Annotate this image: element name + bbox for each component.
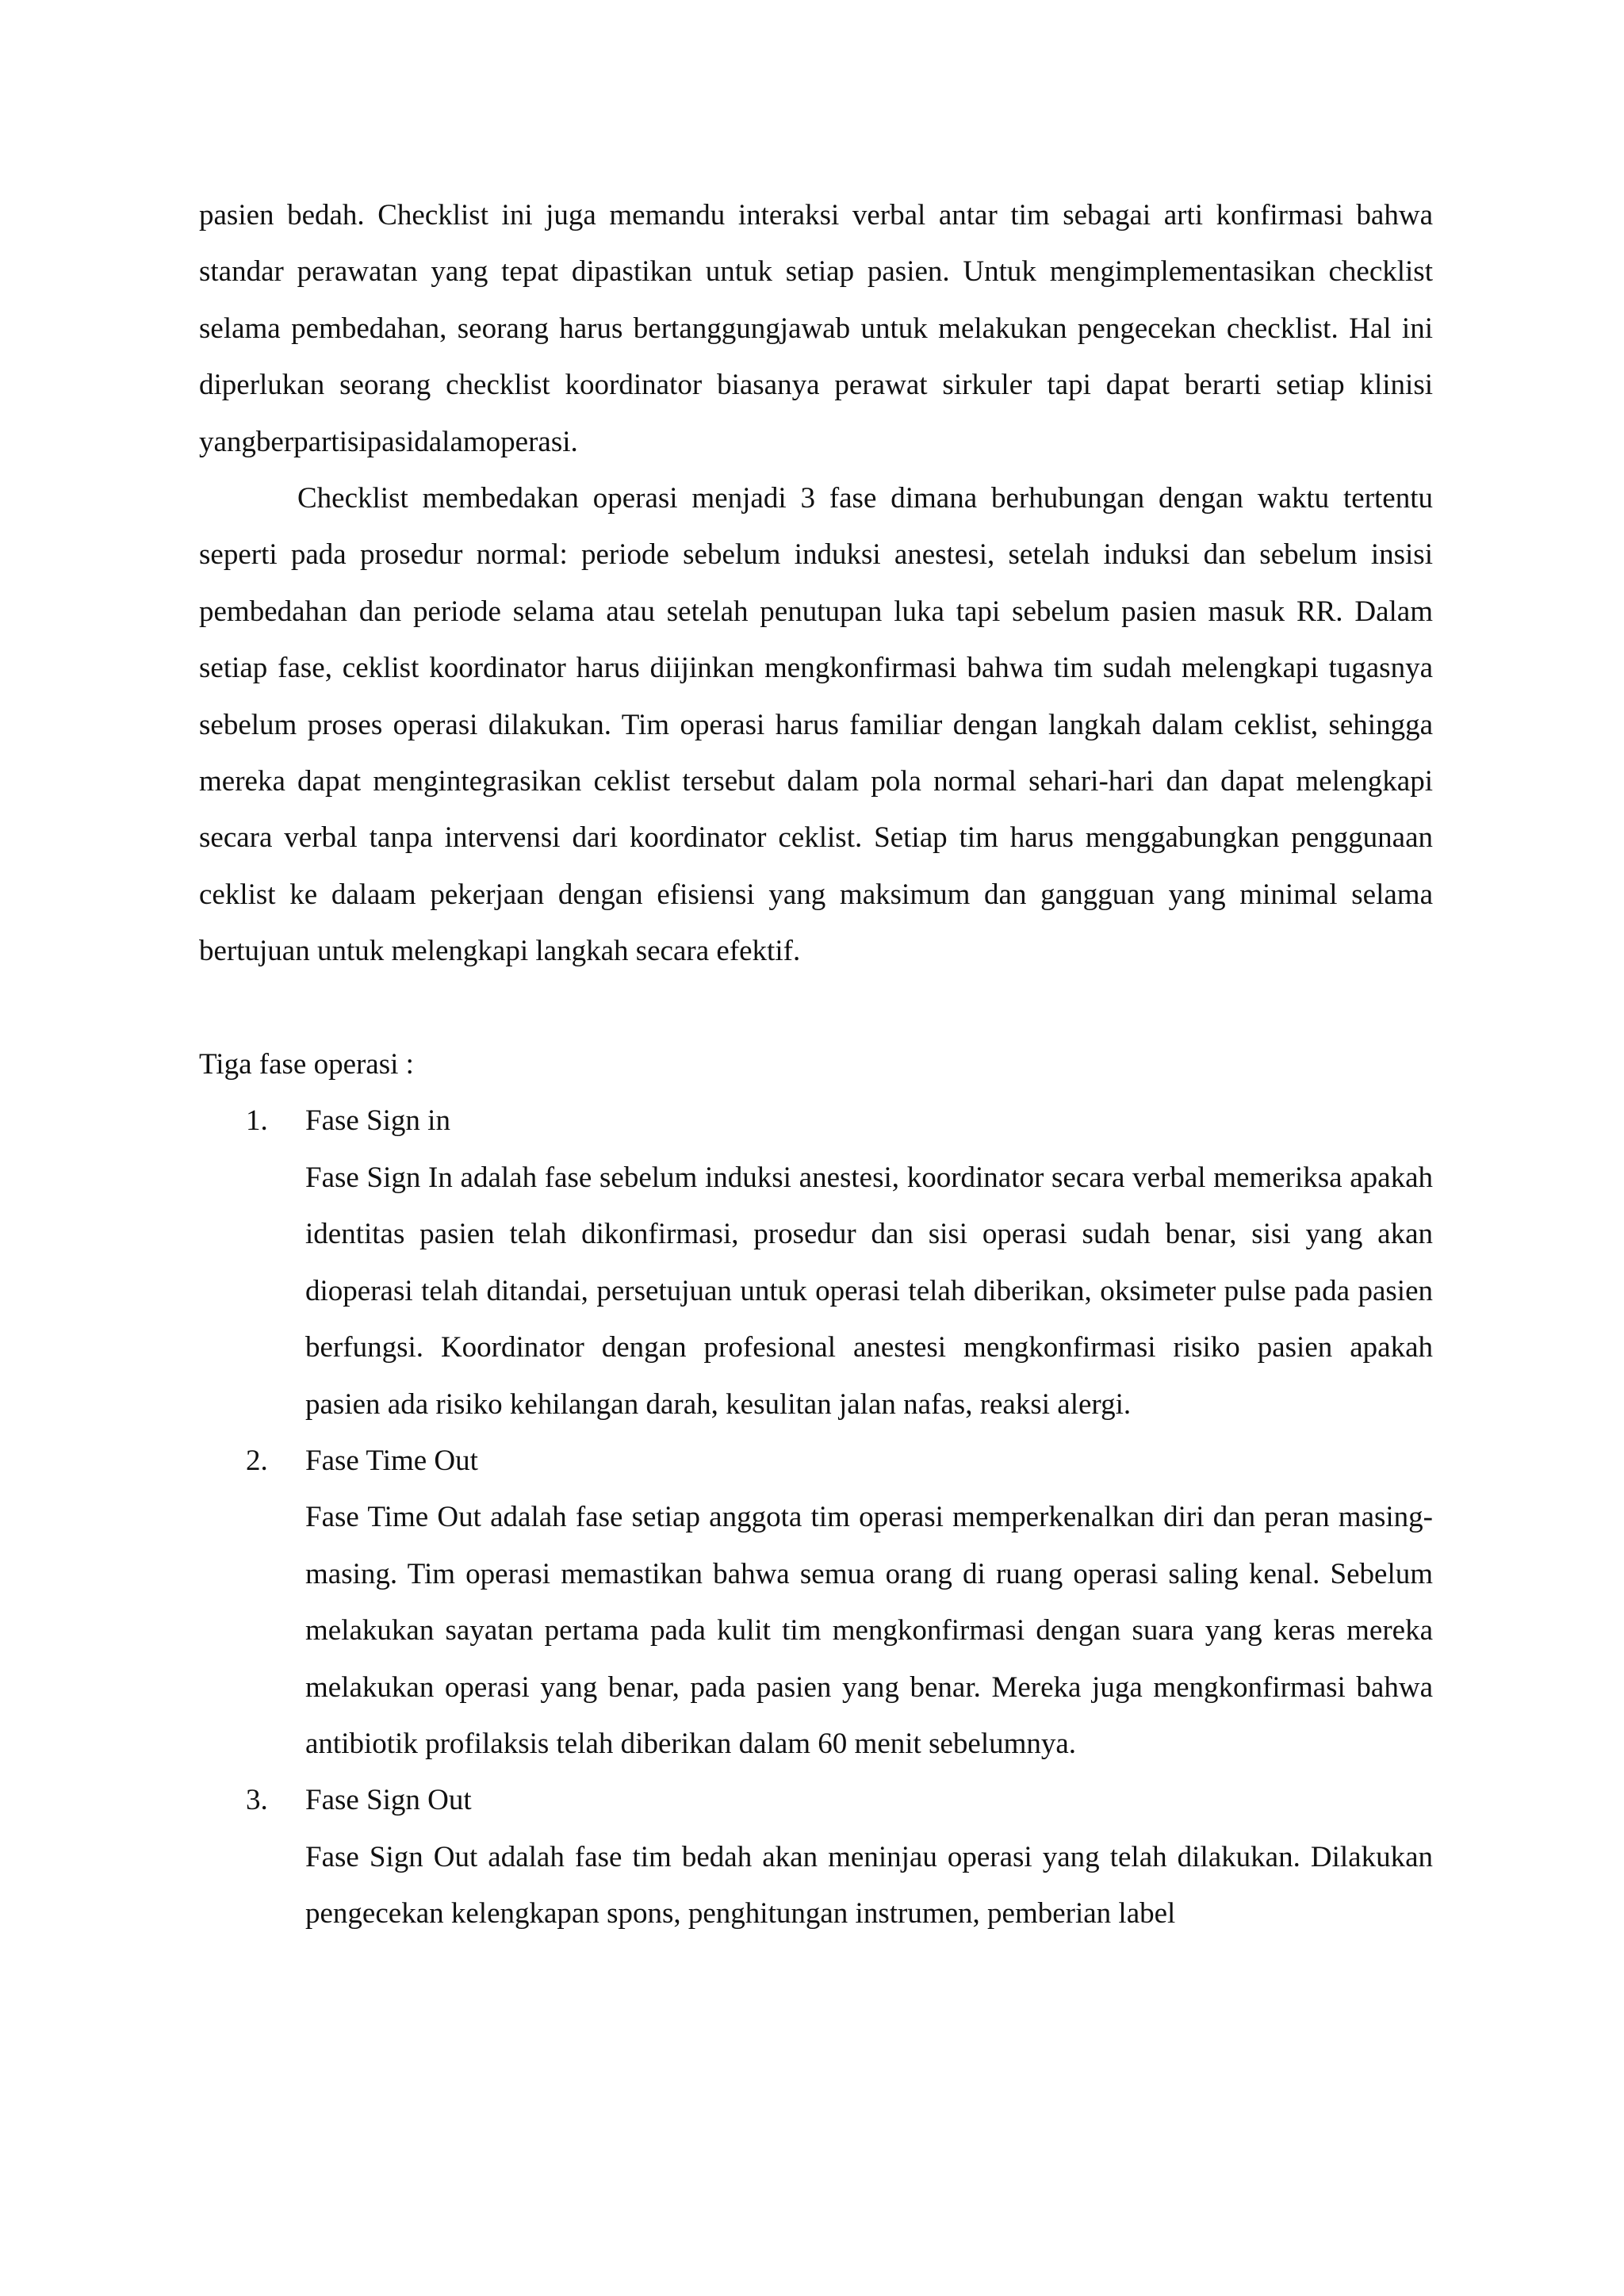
phase-description: Fase Sign Out adalah fase tim bedah akan meninjau operasi yang telah dilakukan. Dilakukan pengecekan kelengkapan spons, penghitungan instrumen, pemberian label bbox=[305, 1840, 1433, 1931]
phase-title: Fase Sign in bbox=[305, 1104, 450, 1138]
list-heading: Tiga fase operasi : bbox=[199, 1048, 414, 1081]
phase-title: Fase Sign Out bbox=[305, 1784, 472, 1817]
phase-item-time-out bbox=[199, 1433, 1433, 1772]
phase-number: 2. bbox=[246, 1444, 268, 1477]
phase-number: 1. bbox=[246, 1104, 268, 1138]
phase-item-sign-out bbox=[199, 1772, 1433, 1942]
document-body bbox=[199, 187, 1433, 1942]
phase-description: Fase Time Out adalah fase setiap anggota tim operasi memperkenalkan diri dan peran masing-masing. Tim operasi memastikan bahwa semua orang di ruang operasi saling kenal. Sebelum melakukan sayatan pertama pada kulit tim mengkonfirmasi dengan suara yang keras mereka melakukan operasi yang benar, pada pasien yang benar. Mereka juga mengkonfirmasi bahwa antibiotik profilaksis telah diberikan dalam 60 menit sebelumnya. bbox=[305, 1501, 1433, 1760]
phase-title: Fase Time Out bbox=[305, 1444, 478, 1477]
paragraph-gap bbox=[199, 980, 1433, 1036]
paragraph-checklist-phases: Checklist membedakan operasi menjadi 3 fase dimana berhubungan dengan waktu tertentu seperti pada prosedur normal: periode sebelum induksi anestesi, setelah induksi dan sebelum insisi pembedahan dan periode selama atau setelah penutupan luka tapi sebelum pasien masuk RR. Dalam setiap fase, ceklist koordinator harus diijinkan mengkonfirmasi bahwa tim sudah melengkapi tugasnya sebelum proses operasi dilakukan. Tim operasi harus familiar dengan langkah dalam ceklist, sehingga mereka dapat mengintegrasikan ceklist tersebut dalam pola normal sehari-hari dan dapat melengkapi secara verbal tanpa intervensi dari koordinator ceklist. Setiap tim harus menggabungkan penggunaan ceklist ke dalaam pekerjaan dengan efisiensi yang maksimum dan gangguan yang minimal selama bertujuan untuk melengkapi langkah secara efektif. bbox=[199, 482, 1433, 968]
phase-description: Fase Sign In adalah fase sebelum induksi anestesi, koordinator secara verbal memeriksa apakah identitas pasien telah dikonfirmasi, prosedur dan sisi operasi sudah benar, sisi yang akan dioperasi telah ditandai, persetujuan untuk operasi telah diberikan, oksimeter pulse pada pasien berfungsi. Koordinator dengan profesional anestesi mengkonfirmasi risiko pasien apakah pasien ada risiko kehilangan darah, kesulitan jalan nafas, reaksi alergi. bbox=[305, 1161, 1433, 1421]
phase-number: 3. bbox=[246, 1784, 268, 1817]
phase-item-sign-in bbox=[199, 1093, 1433, 1432]
paragraph-checklist-intro: pasien bedah. Checklist ini juga memandu interaksi verbal antar tim sebagai arti konfirmasi bahwa standar perawatan yang tepat dipastikan untuk setiap pasien. Untuk mengimplementasikan checklist selama pembedahan, seorang harus bertanggungjawab untuk melakukan pengecekan checklist. Hal ini diperlukan seorang checklist koordinator biasanya perawat sirkuler tapi dapat berarti setiap klinisi yangberpartisipasidalamoperasi. bbox=[199, 199, 1433, 458]
